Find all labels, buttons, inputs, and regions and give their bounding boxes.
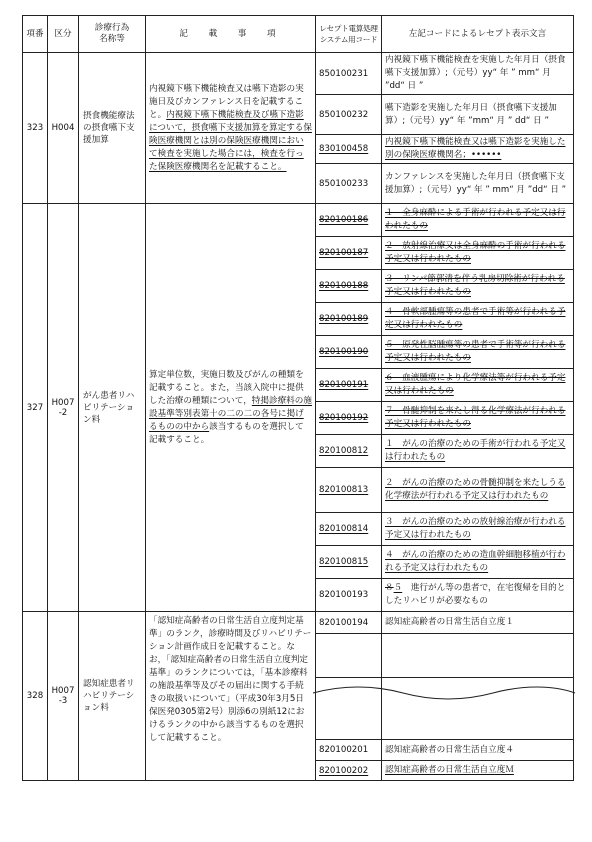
display-text bbox=[382, 634, 574, 678]
description-text-underlined: 特掲診療料の施設基準等別表第十の二の二の各号に掲げるものの中から bbox=[149, 395, 312, 432]
receipt-code: 820100202 bbox=[319, 765, 369, 776]
display-text: 内視鏡下嚥下機能検査を実施した年月日（摂食嚥下支援加算）;（元号）yy“ 年 ” mm“ 月 ”dd“ 日 ” bbox=[382, 53, 574, 95]
display-text-inserted: ５ bbox=[393, 583, 403, 593]
act-name: がん患者リハビリテーション料 bbox=[79, 204, 146, 612]
description-text-tail: 該当するものを選択して記載すること。 bbox=[149, 421, 304, 445]
receipt-code: 820100812 bbox=[319, 446, 369, 456]
description-text: 算定単位数，実施日数及びがんの種類を記載すること。また，当該入院中に提供した治療の種類について， bbox=[149, 369, 304, 406]
receipt-code bbox=[316, 678, 382, 740]
receipt-code: 820100815 bbox=[319, 557, 369, 567]
receipt-code: 820100201 bbox=[316, 740, 382, 761]
receipt-code: 820100190 bbox=[319, 347, 369, 357]
display-text: 認知症高齢者の日常生活自立度４ bbox=[382, 740, 574, 761]
display-text: 内視鏡下嚥下機能検査又は嚥下造影を実施した別の保険医療機関名；•••••• bbox=[385, 137, 566, 160]
item-no: 323 bbox=[23, 53, 48, 204]
item-no: 327 bbox=[23, 204, 48, 612]
display-text: ７ 骨髄抑制を来たし得る化学療法が行われる予定又は行われたもの bbox=[385, 406, 566, 429]
table-header-row bbox=[23, 16, 574, 53]
receipt-code: 830100458 bbox=[319, 144, 369, 154]
display-text: １ がんの治療のための手術が行われる予定又は行われたもの bbox=[385, 439, 566, 462]
header-act-name: 診療行為 名称等 bbox=[79, 16, 146, 53]
description bbox=[146, 53, 316, 204]
receipt-code-table bbox=[22, 15, 574, 781]
category: H007 -2 bbox=[48, 204, 79, 612]
display-text: ３ がんの治療のための放射線治療が行われる予定又は行われたもの bbox=[385, 517, 566, 540]
receipt-code: 820100189 bbox=[319, 314, 369, 324]
item-no: 328 bbox=[23, 612, 48, 781]
header-code: レセプト電算処理 システム用コード bbox=[316, 16, 382, 53]
receipt-code: 820100188 bbox=[319, 281, 369, 291]
receipt-code bbox=[316, 634, 382, 678]
header-category: 区分 bbox=[48, 16, 79, 53]
description-text: 内視鏡下嚥下機能検査又は嚥下造影の実施日及びカンファレンス日を記載すること。 bbox=[149, 83, 304, 120]
display-text bbox=[382, 579, 574, 612]
display-text: 認知症高齢者の日常生活自立度Ｍ bbox=[385, 765, 514, 775]
receipt-code: 820100813 bbox=[319, 485, 369, 495]
table-row bbox=[23, 53, 574, 95]
display-text: ６ 血液腫瘍により化学療法等が行われる予定又は行われたもの bbox=[385, 373, 566, 396]
display-text: ４ がんの治療のための造血幹細胞移植が行われる予定又は行われたもの bbox=[385, 550, 566, 573]
omission-wave-mark bbox=[313, 686, 575, 700]
receipt-code: 820100191 bbox=[319, 380, 369, 390]
document-page bbox=[22, 15, 573, 781]
receipt-code: 820100194 bbox=[316, 612, 382, 634]
description-text-underlined: 内視鏡下嚥下機能検査及び嚥下造影について，摂食嚥下支援加算を算定する保険医療機関とは別の保険医療機関において検査を実施した場合には，検査を行った保険医療機関名を記載すること。 bbox=[149, 109, 312, 172]
receipt-code: 820100814 bbox=[319, 524, 369, 534]
display-text: ２ がんの治療のための骨髄抑制を来たしうる化学療法が行われる予定又は行われたもの bbox=[385, 478, 566, 501]
display-text: ４ 骨軟部腫瘍等の患者で手術等が行われる予定又は行われたもの bbox=[385, 307, 566, 330]
description: 「認知症高齢者の日常生活自立度判定基準」のランク，診療時間及びリハビリテーション計画作成日を記載すること。なお，「認知症高齢者の日常生活自立度判定基準」のランクについては，「基本診療料の施設基準等及びその届出に関する手続きの取扱いについて」（平成30年3月5日保医発0305第2号）別添6の別紙12におけるランクの中から該当するものを選択して記載すること。 bbox=[146, 612, 316, 781]
display-text-rest: 進行がん等の患者で，在宅復帰を目的としたリハビリが必要なもの bbox=[385, 583, 566, 606]
description bbox=[146, 204, 316, 612]
receipt-code: 820100193 bbox=[316, 579, 382, 612]
category: H007 -3 bbox=[48, 612, 79, 781]
display-text: ５ 原発性脳腫瘍等の患者で手術等が行われる予定又は行われたもの bbox=[385, 340, 566, 363]
header-display-text: 左記コードによるレセプト表示文言 bbox=[382, 16, 574, 53]
receipt-code: 850100232 bbox=[316, 95, 382, 135]
display-text: ３ リンパ節郭清を伴う乳房切除術が行われる予定又は行われたもの bbox=[385, 274, 565, 297]
receipt-code: 850100231 bbox=[316, 53, 382, 95]
receipt-code: 820100186 bbox=[319, 215, 369, 225]
receipt-code: 850100233 bbox=[316, 164, 382, 204]
display-text: 認知症高齢者の日常生活自立度１ bbox=[382, 612, 574, 634]
display-text: 嚥下造影を実施した年月日（摂食嚥下支援加算）;（元号）yy“ 年 ”mm“ 月 ” dd“ 日 ” bbox=[382, 95, 574, 135]
table-row bbox=[23, 204, 574, 237]
table-row bbox=[23, 612, 574, 634]
receipt-code: 820100187 bbox=[319, 248, 369, 258]
header-description: 記 載 事 項 bbox=[146, 16, 316, 53]
act-name: 認知症患者リハビリテーション料 bbox=[79, 612, 146, 781]
category: H004 bbox=[48, 53, 79, 204]
display-text: １ 全身麻酔による手術が行われる予定又は行われたもの bbox=[385, 208, 566, 231]
act-name: 摂食機能療法の摂食嚥下支援加算 bbox=[79, 53, 146, 204]
display-text-struck: ８ bbox=[385, 583, 394, 593]
receipt-code: 820100192 bbox=[319, 413, 369, 423]
display-text: ２ 放射線治療又は全身麻酔の手術が行われる予定又は行われたもの bbox=[385, 241, 566, 264]
header-item-no: 項番 bbox=[23, 16, 48, 53]
display-text: カンファレンスを実施した年月日（摂食嚥下支援加算）;（元号）yy“ 年 ” mm“ 月 ”dd“ 日 ” bbox=[382, 164, 574, 204]
